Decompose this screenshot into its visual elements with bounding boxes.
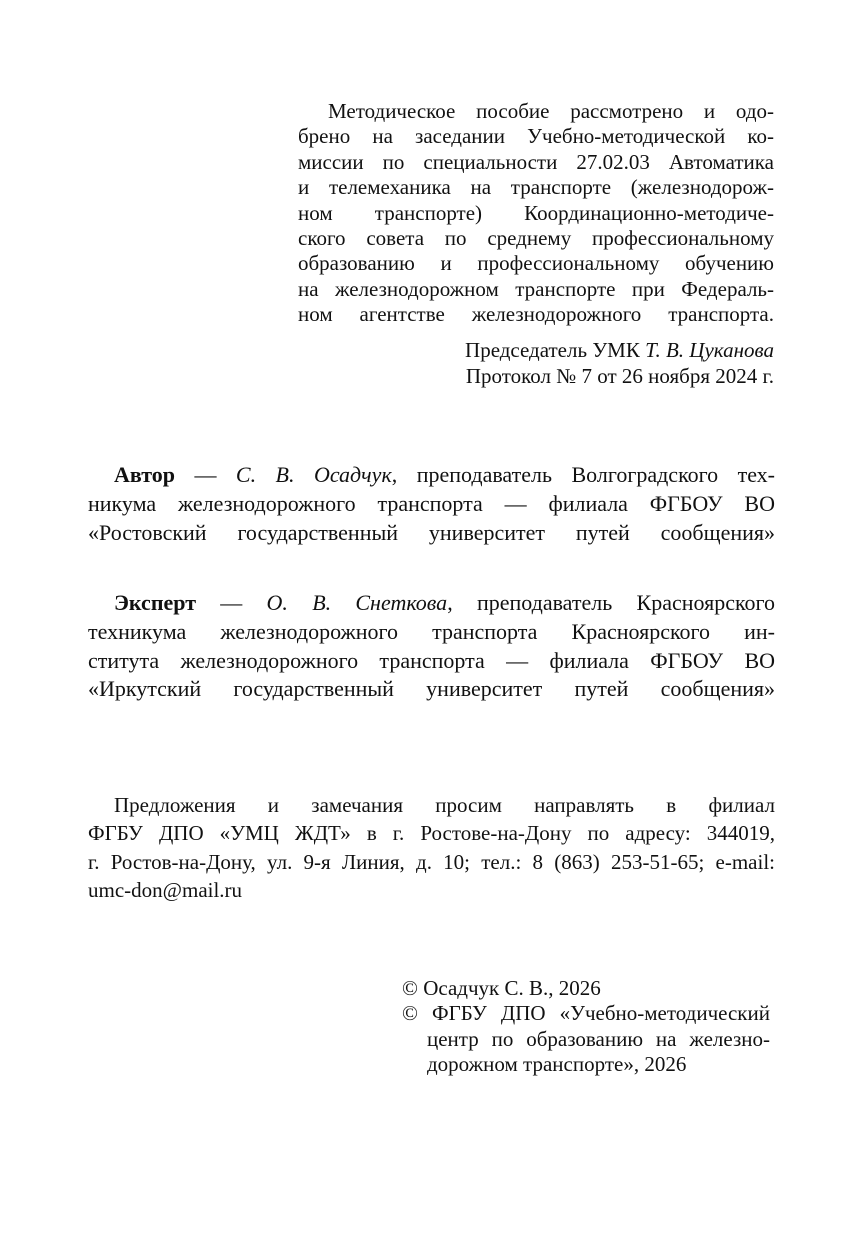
author-first-line-rest: , преподаватель Волгоградского тех- xyxy=(391,462,775,487)
contact-line: г. Ростов-на-Дону, ул. 9-я Линия, д. 10; тел.: 8 (863) 253-51-65; e-mail: xyxy=(88,849,775,874)
author-line: никума железнодорожного транспорта — филиала ФГБОУ ВО xyxy=(88,490,775,516)
author-name: С. В. Осадчук xyxy=(235,462,392,487)
expert-label: Эксперт xyxy=(114,590,197,615)
author-paragraph xyxy=(88,461,775,547)
expert-first-line xyxy=(88,589,775,618)
expert-dash: — xyxy=(220,590,243,615)
contact-line: ФГБУ ДПО «УМЦ ЖДТ» в г. Ростове-на-Дону по адресу: 344019, xyxy=(88,821,775,846)
signature-block xyxy=(298,338,774,389)
copyright-entry-publisher-line: центр по образованию на железно- xyxy=(427,1026,770,1051)
approval-line: ном транспорте) Координационно-методиче- xyxy=(298,200,774,225)
copyright-block xyxy=(402,976,770,1077)
chairman-role: Председатель УМК xyxy=(465,338,640,362)
approval-line: ном агентстве железнодорожного транспорта. xyxy=(298,302,774,327)
author-dash: — xyxy=(194,462,217,487)
approval-line: Методическое пособие рассмотрено и одо- xyxy=(328,99,774,123)
expert-first-line-rest: , преподаватель Красноярского xyxy=(447,590,776,615)
approval-line: брено на заседании Учебно-методической ко- xyxy=(298,124,774,149)
copyright-publisher-text: ФГБУ ДПО «Учебно-методический xyxy=(431,1001,770,1026)
expert-line: ститута железнодорожного транспорта — филиала ФГБОУ ВО xyxy=(88,647,775,673)
author-line: «Ростовский государственный университет путей сообщения» xyxy=(88,519,775,545)
contact-email: umc-don@mail.ru xyxy=(88,878,243,903)
chairman-line xyxy=(298,338,774,364)
author-label: Автор xyxy=(114,462,175,487)
copyright-author-text: Осадчук С. В., 2026 xyxy=(423,976,601,1000)
expert-paragraph xyxy=(88,589,775,704)
chairman-name: Т. В. Цуканова xyxy=(645,338,774,362)
approval-line: и телемеханика на транспорте (железнодорож- xyxy=(298,175,774,200)
expert-line: техникума железнодорожного транспорта Красноярского ин- xyxy=(88,618,775,644)
approval-line: на железнодорожном транспорте при Федераль- xyxy=(298,276,774,301)
expert-name: О. В. Снеткова xyxy=(266,590,448,615)
contact-paragraph xyxy=(88,791,775,905)
approval-paragraph xyxy=(298,99,774,328)
approval-line: миссии по специальности 27.02.03 Автоматика xyxy=(298,149,774,174)
author-first-line xyxy=(88,461,775,490)
copyright-entry-publisher-line xyxy=(402,1001,770,1026)
copyright-symbol: © xyxy=(402,1001,418,1026)
expert-line: «Иркутский государственный университет путей сообщения» xyxy=(88,676,775,702)
copyright-symbol: © xyxy=(402,976,418,1000)
protocol-line: Протокол № 7 от 26 ноября 2024 г. xyxy=(465,363,774,388)
contact-line: Предложения и замечания просим направлять в филиал xyxy=(114,793,775,817)
copyright-entry-publisher-line: дорожном транспорте», 2026 xyxy=(427,1051,687,1076)
approval-line: образованию и профессиональному обучению xyxy=(298,251,774,276)
copyright-entry-author xyxy=(402,976,770,1001)
approval-line: ского совета по среднему профессиональному xyxy=(298,226,774,251)
